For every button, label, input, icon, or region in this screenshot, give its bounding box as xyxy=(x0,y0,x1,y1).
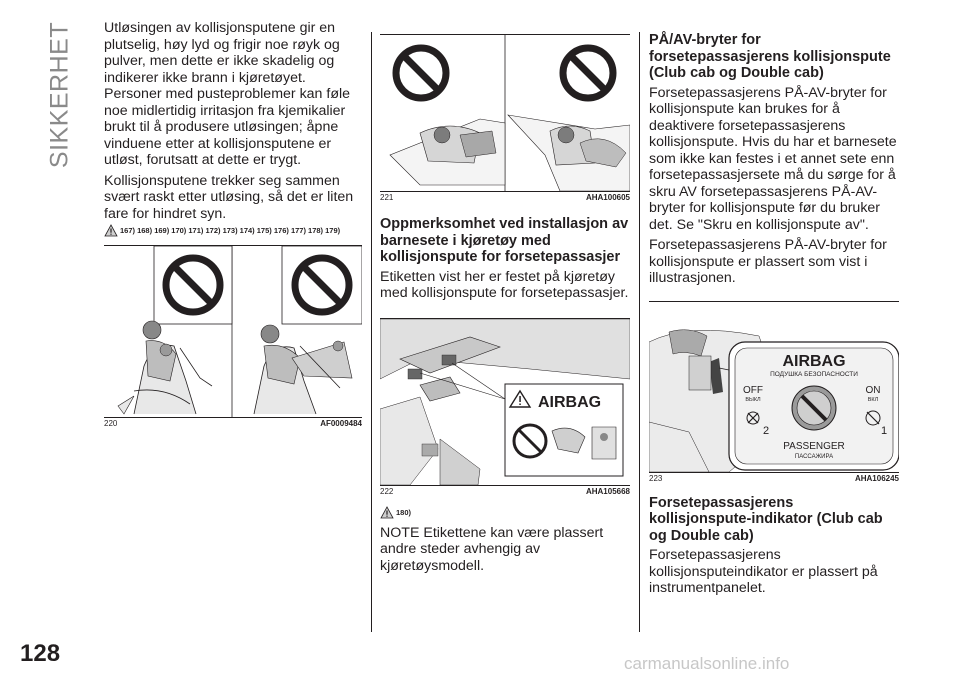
passenger-sub-label: ПАССАЖИРА xyxy=(794,453,834,460)
switch-subtitle: ПОДУШКА БЕЗОПАСНОСТИ xyxy=(770,370,858,378)
figure-caption xyxy=(104,419,362,431)
airbag-child-seat-warning-illustration xyxy=(380,35,630,191)
column-divider-1 xyxy=(371,32,372,632)
reference-list: 180) xyxy=(396,507,412,517)
section-label: SIKKERHET xyxy=(45,21,74,169)
figure-caption xyxy=(380,487,630,499)
reference-list: 167) 168) 169) 170) 171) 172) 173) 174) 175) 176) 177) 178) 179) xyxy=(120,226,341,235)
airbag-switch-illustration xyxy=(649,302,899,472)
figure-number: 220 xyxy=(104,419,118,428)
column-1 xyxy=(104,20,362,428)
figure-number: 222 xyxy=(380,486,394,496)
warning-icon xyxy=(104,224,118,237)
figure-221 xyxy=(380,34,630,202)
switch-title: AIRBAG xyxy=(782,352,846,370)
off-label: OFF xyxy=(743,384,763,396)
on-sub-label: ВКЛ xyxy=(867,396,879,403)
page-number: 128 xyxy=(20,640,61,667)
watermark: carmanualsonline.info xyxy=(624,654,790,673)
column-2 xyxy=(380,20,630,578)
figure-code: AHA100605 xyxy=(585,193,630,202)
figure-222 xyxy=(380,318,630,496)
child-seat-prohibition-illustration xyxy=(104,246,362,417)
section-heading: Oppmerksomhet ved installasjon av barnesete i kjøretøy med kollisjonspute for forsetepassasjer xyxy=(380,216,629,265)
column-3 xyxy=(649,32,899,601)
column-divider-2 xyxy=(639,32,640,632)
airbag-label-location-illustration xyxy=(380,319,630,485)
marker-2: 2 xyxy=(763,424,770,437)
marker-1: 1 xyxy=(881,424,888,437)
warning-references xyxy=(104,226,362,237)
paragraph: Kollisjonsputene trekker seg sammen svært raskt etter utløsing, så det er liten fare for hindret syn. xyxy=(104,172,354,222)
warning-references xyxy=(380,508,630,519)
figure-number: 223 xyxy=(649,473,663,483)
figure-code: AF0009484 xyxy=(320,419,362,428)
paragraph: Forsetepassasjerens kollisjonsputeindikator er plassert på instrumentpanelet. xyxy=(649,547,878,596)
figure-number: 221 xyxy=(380,193,394,202)
paragraph: Etiketten vist her er festet på kjøretøy med kollisjonspute for forsetepassasjer. xyxy=(380,268,629,301)
note: NOTE Etikettene kan være plassert andre steder avhengig av kjøretøysmodell. xyxy=(380,524,604,574)
off-sub-label: ВЫКЛ xyxy=(745,396,761,403)
figure-220 xyxy=(104,245,362,428)
figure-caption xyxy=(380,193,630,205)
paragraph: Forsetepassasjerens PÅ-AV-bryter for kollisjonspute kan brukes for å deaktivere forsetepassasjerens kollisjonspute. Hvis du har et barnesete som ikke kan festes i et annet sete enn forsetepassasjersete må du sørge for å skru AV forsetepassasjerens PÅ-AV-bryter for kollisjonspute før du bruker det. Se "Skru en kollisjonspute av". xyxy=(649,84,897,233)
figure-caption xyxy=(649,474,899,486)
warning-icon xyxy=(380,506,394,519)
on-label: ON xyxy=(865,384,881,396)
passenger-label: PASSENGER xyxy=(783,440,845,452)
section-heading: Forsetepassasjerens kollisjonspute-indikator (Club cab og Double cab) xyxy=(649,494,883,544)
airbag-label-text: AIRBAG xyxy=(538,393,602,411)
paragraph: Utløsingen av kollisjonsputene gir en plutselig, høy lyd og frigir noe røyk og pulver, men dette er ikke skadelig og indikerer ikke brann i kjøretøyet. Personer med pusteproblemer kan føle noe midlertidig irritasjon fra kjemikalier brukt til å produsere utløsingen; åpne vinduene etter at kollisjonsputene er utløst, forutsatt at dette er trygt. xyxy=(104,20,351,168)
section-heading: PÅ/AV-bryter for forsetepassasjerens kollisjonspute (Club cab og Double cab) xyxy=(649,32,891,81)
figure-code: AHA106245 xyxy=(854,473,899,483)
paragraph: Forsetepassasjerens PÅ-AV-bryter for kollisjonspute er plassert som vist i illustrasjonen. xyxy=(649,237,887,286)
figure-223 xyxy=(649,301,899,483)
figure-code: AHA105668 xyxy=(585,486,630,496)
